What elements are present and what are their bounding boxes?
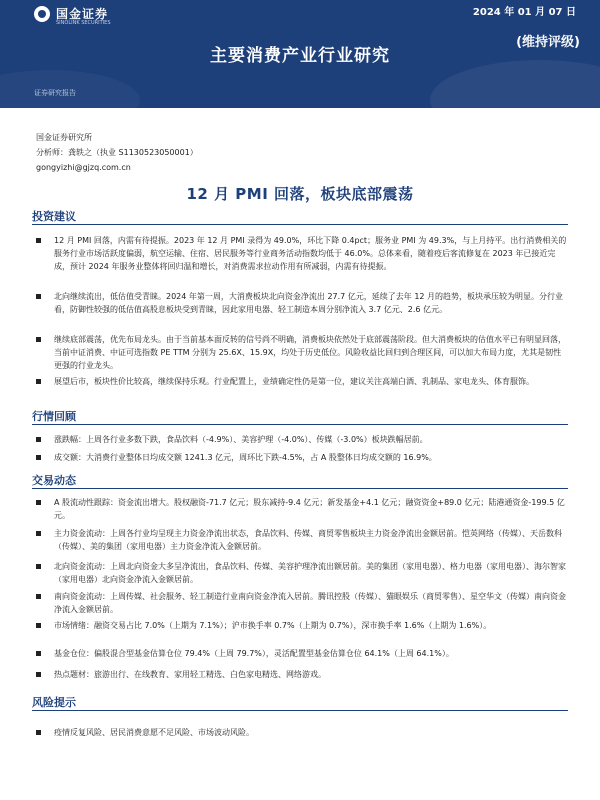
bullet-text: 北向资金流动：上周北向资金大多呈净流出，食品饮料、传媒、美容护理净流出额居前。美的集团（家用电器）、格力电器（家用电器）、海尔智家（家用电器）北向资金净流入金额居前。 — [54, 562, 566, 584]
rating-label: (维持评级) — [516, 35, 580, 50]
bullet-text: 南向资金流动：上周传媒、社会服务、轻工制造行业南向资金净流入居前。腾讯控股（传媒）、猫眼娱乐（商贸零售）、星空华文（传媒）南向资金净流入金额居前。 — [54, 592, 566, 614]
bullet-icon — [36, 455, 41, 460]
analyst-name: 分析师：龚轶之（执业 S1130523050001） — [36, 148, 198, 157]
report-headline: 12 月 PMI 回落，板块底部震荡 — [186, 185, 414, 203]
list-item — [36, 290, 568, 316]
bullet-icon — [36, 623, 41, 628]
logo-subtext: SINOLINK SECURITIES — [56, 20, 111, 26]
bullet-icon — [36, 294, 41, 299]
bullet-icon — [36, 531, 41, 536]
section-title-market: 行情回顾 — [32, 410, 76, 423]
list-item — [36, 433, 568, 446]
bullet-text: 市场情绪：融资交易占比 7.0%（上期为 7.1%）；沪市换手率 0.7%（上期为 0.7%），深市换手率 1.6%（上期为 1.6%）。 — [54, 621, 492, 630]
bullet-text: 展望后市，板块性价比较高，继续保持乐观。行业配置上，业绩确定性仍是第一位，建议关注高端白酒、乳制品、家电龙头、体育服饰。 — [54, 377, 534, 386]
list-item — [36, 375, 568, 388]
bullet-icon — [36, 500, 41, 505]
section-divider — [32, 710, 568, 711]
bullet-icon — [36, 651, 41, 656]
list-item — [36, 590, 568, 616]
list-item — [36, 619, 568, 632]
banner-decoration — [430, 60, 600, 108]
institute-name: 国金证券研究所 — [36, 133, 92, 142]
logo-text: 国金证券 — [56, 7, 109, 21]
bullet-text: 继续底部震荡，优先布局龙头。由于当前基本面反转的信号尚不明确，消费板块依然处于底部震荡阶段。但大消费板块的估值水平已有明显回落，当前中证消费、中证可选指数 PE TTM 分别为 25.6X、15.9X，均处于历史低位。风险收益比回归到合理区间，可以加大布局力度，尤其是韧性更强的行业龙头。 — [54, 335, 566, 370]
bullet-text: 基金仓位：偏股混合型基金估算仓位 79.4%（上周 79.7%），灵活配置型基金估算仓位 64.1%（上周 64.1%）。 — [54, 649, 454, 658]
logo-icon — [34, 6, 50, 22]
bullet-text: 12 月 PMI 回落，内需有待提振。2023 年 12 月 PMI 录得为 49.0%，环比下降 0.4pct；服务业 PMI 为 49.3%，与上月持平。出行消费相关的服务行业市场活跃度偏弱，航空运输、住宿、居民服务等行业商务活动指数均低于 46.0%。总体来看，随着疫后客流修复在 2023 年已接近完成，预计 2024 年服务业整体将回归温和增长，对消费需求拉动作用有所减弱，内需有待提振。 — [54, 236, 567, 271]
bullet-icon — [36, 730, 41, 735]
analyst-email: gongyizhi@gjzq.com.cn — [36, 163, 131, 172]
bullet-icon — [36, 337, 41, 342]
list-item — [36, 726, 568, 739]
bullet-text: 疫情反复风险、居民消费意愿不足风险、市场波动风险。 — [54, 728, 254, 737]
bullet-text: 成交额：大消费行业整体日均成交额 1241.3 亿元，周环比下跌-4.5%，占 A 股整体日均成交额的 16.9%。 — [54, 453, 437, 462]
report-type-tag: 证券研究报告 — [34, 89, 76, 97]
bullet-icon — [36, 594, 41, 599]
list-item — [36, 496, 568, 522]
list-item — [36, 527, 568, 553]
section-divider — [32, 488, 568, 489]
list-item — [36, 560, 568, 586]
section-divider — [32, 424, 568, 425]
bullet-icon — [36, 379, 41, 384]
section-title-investment: 投资建议 — [32, 210, 76, 223]
section-divider — [32, 224, 568, 225]
section-title-trading: 交易动态 — [32, 474, 76, 487]
bullet-icon — [36, 238, 41, 243]
bullet-text: A 股流动性跟踪：资金流出增大。股权融资-71.7 亿元；股东减持-9.4 亿元；新发基金+4.1 亿元；融资资金+89.0 亿元；陆港通资金-199.5 亿元。 — [54, 498, 565, 520]
report-date: 2024 年 01 月 07 日 — [472, 7, 576, 18]
list-item — [36, 333, 568, 372]
bullet-text: 涨跌幅：上周各行业多数下跌，食品饮料（-4.9%）、美容护理（-4.0%）、传媒（-3.0%）板块跌幅居前。 — [54, 435, 428, 444]
bullet-icon — [36, 672, 41, 677]
company-logo — [34, 5, 111, 26]
report-banner — [0, 0, 600, 108]
list-item — [36, 668, 568, 681]
list-item — [36, 451, 568, 464]
author-info — [36, 130, 198, 175]
bullet-icon — [36, 564, 41, 569]
bullet-text: 北向继续流出，低估值受青睐。2024 年第一周，大消费板块北向资金净流出 27.7 亿元，延续了去年 12 月的趋势，板块承压较为明显。分行业看，防御性较强的低估值高股息板块受到青睐，因此家用电器、轻工制造本周分别净流入 3.7 亿元、2.6 亿元。 — [54, 292, 564, 314]
list-item — [36, 647, 568, 660]
bullet-text: 热点题材：旅游出行、在线教育、家用轻工精选、白色家电精选、网络游戏。 — [54, 670, 326, 679]
list-item — [36, 234, 568, 273]
section-title-risk: 风险提示 — [32, 696, 76, 709]
report-title: 主要消费产业行业研究 — [210, 46, 390, 66]
bullet-icon — [36, 437, 41, 442]
bullet-text: 主力资金流动：上周各行业均呈现主力资金净流出状态，食品饮料、传媒、商贸零售板块主力资金净流出金额居前。恺英网络（传媒）、天岳数科（传媒）、美的集团（家用电器）主力资金净流入金额居前。 — [54, 529, 562, 551]
